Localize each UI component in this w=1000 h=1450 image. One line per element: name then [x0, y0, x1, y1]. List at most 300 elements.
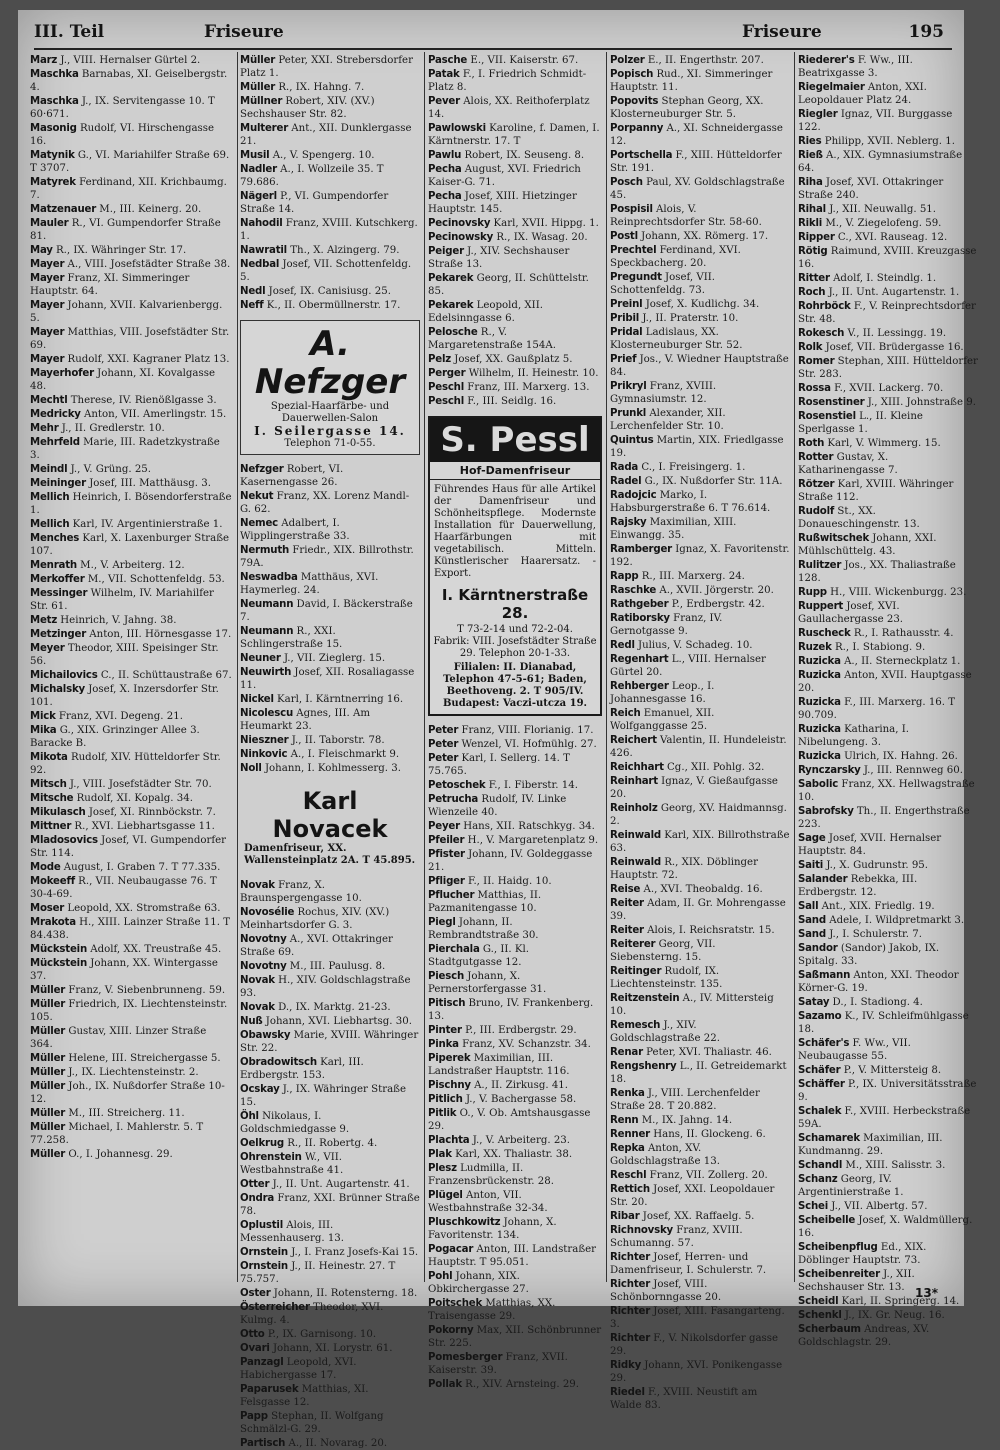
entry-details: Rudolf, XI. Kopalg. 34. [76, 793, 193, 804]
directory-entry [798, 641, 978, 654]
entry-name: Riegler [798, 109, 838, 120]
entry-details: Karl, III. Erdbergstr. 153. [240, 1057, 364, 1081]
entry-details: Peter, XXI. Strebersdorfer Platz 1. [240, 55, 413, 79]
entry-name: Marz [30, 55, 58, 66]
entry-details: R., I. Rathausstr. 4. [853, 628, 954, 639]
entry-name: Piperek [428, 1053, 471, 1064]
entry-name: Scheidl [798, 1296, 839, 1307]
entry-details: Karl, XVII. Hippg. 1. [493, 218, 599, 229]
entry-details: Ulrich, IX. Hahng. 26. [844, 751, 958, 762]
entry-name: Obawsky [240, 1030, 291, 1041]
entry-details: H., VIII. Wickenburgg. 23. [830, 587, 967, 598]
entry-details: Robert, VI. Kasernengasse 26. [240, 464, 344, 488]
entry-name: Prunkl [610, 408, 647, 419]
entry-name: Ruppert [798, 601, 844, 612]
directory-entry [610, 775, 790, 801]
entry-name: Nägerl [240, 191, 277, 202]
entry-details: Bruno, IV. Frankenberg. 13. [428, 998, 594, 1022]
entry-details: Josef, VII. Brüdergasse 16. [825, 342, 964, 353]
directory-entry [428, 190, 602, 216]
directory-entry [30, 436, 232, 462]
entry-name: Plak [428, 1149, 452, 1160]
entry-details: J., II. Unt. Augartenstr. 41. [272, 1179, 410, 1190]
entry-name: Müller [30, 1081, 66, 1092]
entry-details: A., I. Fleischmarkt 9. [290, 749, 400, 760]
entry-name: Pfister [428, 849, 465, 860]
entry-name: Nefzger [240, 464, 284, 475]
entry-name: Scheibelle [798, 1215, 856, 1226]
entry-details: H., XIV. Goldschlagstraße 93. [240, 975, 411, 999]
entry-details: G., XIX. Grinzinger Allee 3. Baracke B. [30, 725, 200, 749]
entry-details: Anton, XXI. Theodor Körner-G. 19. [798, 970, 959, 994]
directory-entry [610, 707, 790, 733]
entry-name: Novotny [240, 961, 287, 972]
entry-name: Prikryl [610, 381, 647, 392]
entry-name: Mitsch [30, 779, 67, 790]
entry-name: Prechtel [610, 245, 657, 256]
directory-entry [428, 245, 602, 271]
entry-details: Ignaz, X. Favoritenstr. 192. [610, 544, 790, 568]
entry-name: Nawratil [240, 245, 287, 256]
directory-entry [30, 1121, 232, 1147]
entry-name: Pekarek [428, 273, 474, 284]
entry-details: Karl, II. Springerg. 14. [841, 1296, 960, 1307]
entry-details: Gustav, XIII. Linzer Straße 364. [30, 1026, 207, 1050]
directory-entry [798, 655, 978, 668]
directory-entry [798, 451, 978, 477]
entry-details: Rudolf, XXI. Kagraner Platz 13. [67, 354, 230, 365]
directory-entry [798, 1078, 978, 1104]
entry-details: R., V. Margaretenstraße 154A. [428, 327, 556, 351]
entry-name: Pawlowski [428, 123, 486, 134]
entry-name: Peiger [428, 246, 464, 257]
entry-details: Marie, XVIII. Währinger Str. 22. [240, 1030, 419, 1054]
directory-entry [428, 834, 602, 847]
entry-details: Robert, IX. Seuseng. 8. [464, 150, 585, 161]
entry-name: Romer [798, 356, 835, 367]
entry-details: Wenzel, VI. Hofmühlg. 27. [461, 739, 597, 750]
entry-name: Paparusek [240, 1384, 299, 1395]
entry-details: Johann, X. Pernerstorfergasse 31. [428, 971, 547, 995]
entry-name: Novosélie [240, 907, 295, 918]
entry-details: Ignaz, V. Gießaufgasse 20. [610, 776, 778, 800]
entry-name: Richnovsky [610, 1225, 674, 1236]
entry-details: R., II. Robertg. 4. [287, 1138, 378, 1149]
entry-name: Maschka [30, 69, 79, 80]
entry-name: Plügel [428, 1190, 463, 1201]
directory-entry [240, 666, 420, 692]
entry-name: Pecha [428, 191, 462, 202]
entry-name: Masonig [30, 123, 77, 134]
directory-entry [798, 382, 978, 395]
columns [30, 54, 978, 1449]
directory-entry [30, 875, 232, 901]
entry-name: Müller [30, 1053, 66, 1064]
entry-name: Rada [610, 462, 639, 473]
entry-details: Matthäus, XVI. Haymerleg. 24. [240, 572, 379, 596]
entry-details: Wilhelm, II. Heinestr. 10. [468, 368, 599, 379]
entry-name: Rikli [798, 218, 823, 229]
entry-name: Rapp [610, 571, 639, 582]
entry-details: Cg., XII. Pohlg. 32. [667, 762, 765, 773]
directory-entry [30, 518, 232, 531]
directory-entry [610, 1305, 790, 1331]
entry-details: Martin, XIX. Friedlgasse 19. [610, 435, 784, 459]
ad-title: A. Nefzger [254, 324, 406, 402]
entry-name: Sabrofsky [798, 806, 854, 817]
entry-name: Renka [610, 1088, 645, 1099]
entry-details: Peter, XVI. Thaliastr. 46. [646, 1047, 772, 1058]
directory-entry [30, 957, 232, 983]
entry-details: Therese, IV. Rienößlgasse 3. [70, 395, 217, 406]
entry-details: A., II. Sterneckplatz 1. [844, 656, 961, 667]
entry-name: Matzenauer [30, 204, 97, 215]
entry-name: Mückstein [30, 944, 87, 955]
entry-name: Rötig [798, 246, 828, 257]
entry-name: Pinter [428, 1025, 462, 1036]
entry-name: Moser [30, 903, 65, 914]
directory-entry [798, 723, 978, 749]
entry-details: St., XX. Donaueschingenstr. 13. [798, 506, 920, 530]
entry-name: Petrucha [428, 794, 479, 805]
directory-entry [30, 1080, 232, 1106]
entry-details: Josef, XIII. Fasangarteng. 3. [610, 1306, 785, 1330]
directory-entry [798, 478, 978, 504]
entry-details: Josef, XVII. Hernalser Hauptstr. 84. [798, 833, 942, 857]
entry-name: Popovits [610, 96, 659, 107]
entry-details: A., XIX. Gymnasiumstraße 64. [798, 150, 963, 174]
entry-details: F. Ww., VII. Neubaugasse 55. [798, 1038, 911, 1062]
entry-details: H., V. Margaretenplatz 9. [467, 835, 599, 846]
entry-name: Nermuth [240, 545, 290, 556]
entry-details: G., VI. Mariahilfer Straße 69. T 3707. [30, 150, 230, 174]
directory-entry [798, 778, 978, 804]
entry-details: J., IX. Servitengasse 10. T 60·671. [30, 96, 215, 120]
ad-branches: Filialen: II. Dianabad, Telephon 47-5-61; Baden, Beethoveng. 2. T 905/IV. Budapest: Vaczi-utcza 19. [442, 662, 588, 709]
directory-entry [428, 1148, 602, 1161]
ad-body: Führendes Haus für alle Artikel der Damenfriseur und Schönheitspflege. Modernste Installation für Dauerwellung, Haarfärbungen mit vegetabilisch. Mitteln. Künstlerischer Haarersatz. - Export. [434, 484, 596, 579]
entry-details: Jos., XX. Thaliastraße 128. [798, 560, 956, 584]
entry-details: Ant., XIX. Friedlg. 19. [821, 901, 935, 912]
entry-details: Josef, XI. Rinnböckstr. 7. [88, 807, 216, 818]
entry-name: Pospisil [610, 204, 653, 215]
entry-name: Remesch [610, 1020, 661, 1031]
entry-details: A., XVI. Theobaldg. 16. [643, 884, 763, 895]
directory-entry [30, 408, 232, 421]
entry-details: J., X. Gudrunstr. 95. [826, 860, 929, 871]
entry-details: O., V. Ob. Amtshausgasse 29. [428, 1108, 591, 1132]
ad-line: Dauerwellen-Salon [281, 413, 379, 424]
entry-details: Matthias, XX. Traisengasse 29. [428, 1298, 556, 1322]
entry-name: Mittner [30, 821, 72, 832]
directory-entry [240, 1083, 420, 1109]
entry-name: Ohrenstein [240, 1152, 302, 1163]
entry-name: Nedl [240, 286, 266, 297]
directory-entry [30, 353, 232, 366]
entry-details: Helene, III. Streichergasse 5. [68, 1053, 221, 1064]
directory-entry [240, 258, 420, 284]
directory-entry [798, 149, 978, 175]
entry-name: Ritter [798, 273, 830, 284]
entry-details: Stephan, II. Wolfgang Schmälzl-G. 29. [240, 1411, 384, 1435]
directory-entry [610, 461, 790, 474]
entry-name: Radojcic [610, 490, 657, 501]
directory-entry [428, 1189, 602, 1215]
entry-details: Wilhelm, IV. Mariahilfer Str. 61. [30, 588, 214, 612]
directory-entry [240, 490, 420, 516]
entry-details: Ludmilla, II. Franzensbrückenstr. 28. [428, 1163, 554, 1187]
entry-details: Adele, I. Wildpretmarkt 3. [829, 915, 965, 926]
directory-entry [240, 190, 420, 216]
directory-entry [610, 829, 790, 855]
entry-name: Müller [30, 999, 66, 1010]
directory-entry [428, 820, 602, 833]
directory-entry [240, 1137, 420, 1150]
entry-name: Portschella [610, 150, 673, 161]
entry-name: Ruzek [798, 642, 832, 653]
entry-name: Rokesch [798, 328, 845, 339]
column-2 [240, 54, 420, 1449]
entry-name: Ocskay [240, 1084, 280, 1095]
directory-entry [610, 639, 790, 652]
entry-details: J., IX. Gr. Neug. 16. [844, 1310, 945, 1321]
directory-entry [240, 285, 420, 298]
entry-details: R., IX. Hahng. 7. [278, 82, 365, 93]
directory-entry [610, 1332, 790, 1358]
directory-entry [428, 1024, 602, 1037]
entry-details: P., Erdbergstr. 42. [671, 599, 765, 610]
directory-entry [798, 600, 978, 626]
entry-name: Neuwirth [240, 667, 292, 678]
directory-entry [30, 422, 232, 435]
entry-details: J., VIII. Lerchenfelder Straße 28. T 20.882. [610, 1088, 760, 1112]
entry-name: Mikulasch [30, 807, 86, 818]
entry-details: Franz, XVIII. Kutschkerg. 1. [240, 218, 418, 242]
entry-details: Johann, XI. Lorystr. 61. [272, 1343, 393, 1354]
entry-details: Heinrich, I. Bösendorferstraße 1. [30, 492, 232, 516]
entry-name: Ruzicka [798, 724, 841, 735]
directory-entry [798, 1105, 978, 1131]
directory-entry [610, 1183, 790, 1209]
entry-details: Marko, I. Habsburgerstraße 6. T 76.614. [610, 490, 771, 514]
entry-name: Pelz [428, 354, 451, 365]
entry-details: D., IX. Marktg. 21-23. [278, 1002, 391, 1013]
entry-details: Franz, XX. Lorenz Mandl-G. 62. [240, 491, 410, 515]
directory-entry [30, 902, 232, 915]
entry-details: F., XVIII. Herbeckstraße 59A. [798, 1106, 971, 1130]
entry-name: Nekut [240, 491, 274, 502]
entry-name: Mayer [30, 300, 65, 311]
entry-name: Plachta [428, 1135, 470, 1146]
entry-name: Panzagl [240, 1357, 284, 1368]
entry-details: Maximilian, III. Kundmanng. 29. [798, 1133, 943, 1157]
directory-entry [610, 1060, 790, 1086]
directory-entry [240, 1383, 420, 1409]
directory-entry [428, 231, 602, 244]
entry-name: Ninkovic [240, 749, 288, 760]
entry-name: Preinl [610, 299, 643, 310]
entry-name: Mayer [30, 327, 65, 338]
entry-name: Pomesberger [428, 1352, 503, 1363]
entry-name: Otto [240, 1329, 265, 1340]
directory-entry [30, 54, 232, 67]
directory-entry [798, 1295, 978, 1308]
entry-name: Nuß [240, 1016, 263, 1027]
entry-name: Renn [610, 1115, 639, 1126]
entry-details: R., VII. Neubaugasse 76. T 30-4-69. [30, 876, 217, 900]
entry-details: Franz, XI. Simmeringer Hauptstr. 64. [30, 273, 190, 297]
directory-entry [240, 1192, 420, 1218]
entry-details: Josef, VII. Schottenfeldg. 73. [610, 272, 716, 296]
entry-details: A., XVII. Jörgerstr. 20. [659, 585, 774, 596]
header-center-left: Friseure [204, 22, 284, 42]
directory-entry [240, 149, 420, 162]
entry-name: Schamarek [798, 1133, 860, 1144]
directory-entry [610, 312, 790, 325]
directory-entry [30, 642, 232, 668]
directory-entry [30, 984, 232, 997]
directory-entry [798, 859, 978, 872]
entry-details: Joh., IX. Nußdorfer Straße 10-12. [30, 1081, 225, 1105]
directory-entry [798, 135, 978, 148]
directory-entry [428, 724, 602, 737]
entry-details: A., II. Zirkusg. 41. [474, 1080, 569, 1091]
entry-details: Johann, IV. Goldeggasse 21. [428, 849, 593, 873]
entry-details: Anton, VII. Amerlingstr. 15. [83, 409, 227, 420]
entry-name: Metz [30, 615, 58, 626]
entry-details: Ladislaus, XX. Klosterneuburger Str. 52. [610, 327, 743, 351]
directory-entry [798, 1214, 978, 1240]
entry-name: Pluschkowitz [428, 1217, 501, 1228]
entry-details: J., XIII. Johnstraße 9. [867, 397, 976, 408]
entry-name: Scherbaum [798, 1324, 861, 1335]
entry-details: Paul, XV. Goldschlagstraße 45. [610, 177, 785, 201]
directory-entry [798, 437, 978, 450]
column-3 [428, 54, 602, 1390]
directory-entry [240, 974, 420, 1000]
entry-name: Messinger [30, 588, 88, 599]
directory-entry [240, 1015, 420, 1028]
directory-entry [798, 532, 978, 558]
entry-name: Oster [240, 1288, 271, 1299]
entry-name: Riha [798, 177, 823, 188]
directory-entry [30, 149, 232, 175]
directory-entry [240, 95, 420, 121]
directory-entry [798, 873, 978, 899]
directory-entry [798, 900, 978, 913]
entry-name: Mitsche [30, 793, 74, 804]
entry-name: Schandl [798, 1160, 843, 1171]
entry-details: Gustav, X. Katharinengasse 7. [798, 452, 898, 476]
entry-name: Rosenstiel [798, 411, 856, 422]
entry-details: Matthias, VIII. Josefstädter Str. 69. [30, 327, 230, 351]
directory-entry [428, 1324, 602, 1350]
entry-name: Repka [610, 1143, 645, 1154]
directory-entry [428, 1079, 602, 1092]
entry-details: August, XVI. Friedrich Kaiser-G. 71. [428, 164, 581, 188]
directory-entry [30, 778, 232, 791]
entry-details: Josef, XVI. Ottakringer Straße 240. [798, 177, 944, 201]
entry-details: Anton, XXI. Leopoldauer Platz 24. [798, 82, 927, 106]
entry-name: Piegl [428, 917, 456, 928]
entry-name: Peter [428, 753, 459, 764]
entry-details: Karl, XIX. Billrothstraße 63. [610, 830, 790, 854]
entry-name: Neswadba [240, 572, 298, 583]
entry-details: Leopold, XVI. Habichergasse 17. [240, 1357, 357, 1381]
entry-name: Reise [610, 884, 641, 895]
entry-name: Müller [30, 1149, 66, 1160]
entry-details: R., I. Stabiong. 9. [834, 642, 926, 653]
directory-entry [428, 916, 602, 942]
column-4 [610, 54, 790, 1411]
directory-entry [240, 163, 420, 189]
directory-entry [240, 652, 420, 665]
ad-line: Damenfriseur, XX. Wallensteinplatz 2A. T 45.895. [244, 843, 416, 866]
entry-name: Meindl [30, 464, 68, 475]
entry-details: J., VIII. Josefstädter Str. 70. [69, 779, 212, 790]
directory-entry [240, 906, 420, 932]
entry-details: J., XII. Sechshauser Str. 13. [798, 1269, 915, 1293]
entry-details: Anton, III. Landstraßer Hauptstr. T 95.051. [428, 1244, 597, 1268]
entry-name: Pitisch [428, 998, 466, 1009]
directory-entry [610, 1169, 790, 1182]
entry-details: Adolf, I. Steindlg. 1. [833, 273, 937, 284]
directory-entry [240, 54, 420, 80]
entry-name: Rieß [798, 150, 823, 161]
entry-name: Müller [240, 82, 276, 93]
entry-name: Plesz [428, 1163, 457, 1174]
advertisement-pessl [428, 416, 602, 716]
ad-line: Spezial-Haarfärbe- und [270, 401, 390, 412]
entry-details: Franz, III. Marxerg. 13. [467, 382, 590, 393]
entry-name: Sage [798, 833, 826, 844]
entry-details: Rudolf, XIV. Hütteldorfer Str. 92. [30, 752, 221, 776]
entry-details: Josef, X. Kudlichg. 34. [645, 299, 760, 310]
directory-entry [428, 738, 602, 751]
entry-name: Satay [798, 997, 830, 1008]
entry-details: F., V. Reinprechtsdorfer Str. 48. [798, 301, 976, 325]
directory-entry [610, 203, 790, 229]
entry-name: Rihal [798, 204, 826, 215]
entry-name: Rynczarsky [798, 765, 861, 776]
directory-entry [798, 805, 978, 831]
directory-entry [428, 95, 602, 121]
entry-name: Pfeiler [428, 835, 465, 846]
directory-entry [798, 300, 978, 326]
entry-name: Michalsky [30, 684, 85, 695]
entry-details: Karl, V. Wimmerg. 15. [827, 438, 941, 449]
entry-details: Georg, VII. Siebensterng. 15. [610, 939, 716, 963]
entry-details: David, I. Bäckerstraße 7. [240, 599, 413, 623]
entry-name: Merkoffer [30, 574, 85, 585]
directory-entry [428, 1216, 602, 1242]
entry-details: P., III. Erdbergstr. 29. [465, 1025, 577, 1036]
entry-details: Josef, XXI. Leopoldauer Str. 20. [610, 1184, 775, 1208]
entry-details: P., IX. Universitätsstraße 9. [798, 1079, 977, 1103]
entry-details: Valentin, II. Hundeleistr. 426. [610, 735, 787, 759]
directory-entry [30, 122, 232, 148]
entry-name: Mikota [30, 752, 68, 763]
entry-details: J., IX. Liechtensteinstr. 2. [68, 1067, 199, 1078]
directory-entry [798, 108, 978, 134]
entry-name: Novak [240, 1002, 275, 1013]
directory-entry [428, 943, 602, 969]
entry-name: Mehrfeld [30, 437, 80, 448]
entry-details: Katharina, I. Nibelungeng. 3. [798, 724, 909, 748]
ad-subtitle: Hof-Damenfriseur [430, 462, 600, 480]
directory-entry [798, 410, 978, 436]
entry-details: Rebekka, III. Erdbergstr. 12. [798, 874, 918, 898]
